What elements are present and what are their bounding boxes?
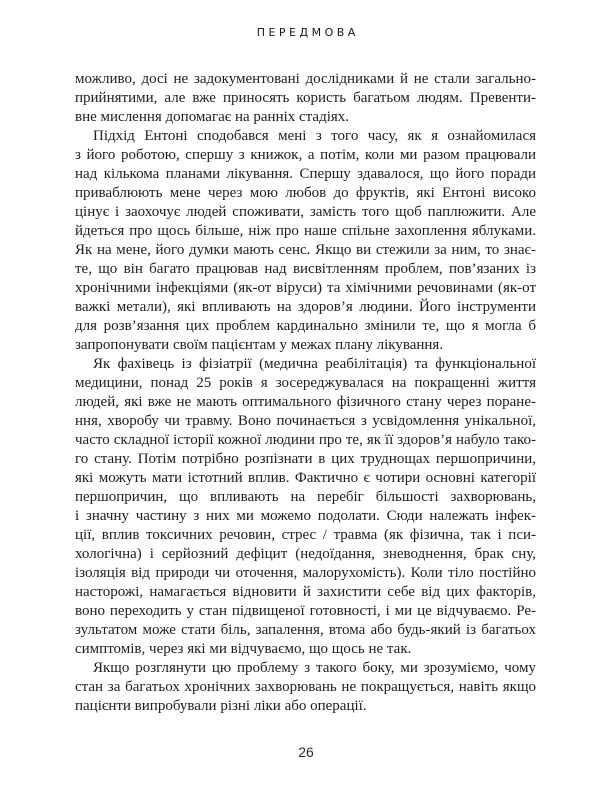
page-number: 26 <box>298 744 314 760</box>
chapter-header: ПЕРЕДМОВА <box>256 26 359 39</box>
text-line: прийнятими, але вже приносять користь багатьом людям. Превенти- <box>75 90 536 106</box>
text-line: хологічна) і серйозний дефіцит (недоїдання, зневоднення, брак сну, <box>75 546 536 562</box>
text-line: Як на мене, його думки мають сенс. Якщо ви стежили за ним, то знає- <box>75 242 536 258</box>
text-line: хронічними інфекціями (як-от віруси) та хімічними речовинами (як-от <box>75 280 536 296</box>
text-line: Підхід Ентоні сподобався мені з того часу, як я ознайомилася <box>93 128 536 144</box>
text-line: для розв’язання цих проблем кардинально змінили те, що я могла б <box>75 318 536 334</box>
text-line: го стану. Потім потрібно розпізнати в цих труднощах першопричини, <box>75 451 536 467</box>
text-line: йдеться про щось більше, ніж про наше спільне захоплення яблуками. <box>75 223 536 239</box>
text-line: людей, які вже не мають оптимального фізичного стану через поране- <box>75 394 536 410</box>
text-line: над кількома планами лікування. Спершу здавалося, що його поради <box>75 166 536 182</box>
text-line: запропонувати своїм пацієнтам у межах плану лікування. <box>75 337 444 353</box>
text-line: те, що він багато працював над висвітленням проблем, пов’язаних із <box>75 261 536 277</box>
text-line: ння, хворобу чи травму. Воно починається з усвідомлення унікальної, <box>75 413 536 429</box>
text-line: ції, вплив токсичних речовин, стрес / травма (як фізична, так і пси- <box>75 527 536 543</box>
text-line: першопричин, що впливають на перебіг більшості захворювань, <box>75 489 536 505</box>
text-line: вне мислення допомагає на ранніх стадіях. <box>75 109 350 125</box>
text-line: часто складної історії кожної людини про те, як її здоров’я набуло тако- <box>75 432 536 448</box>
text-line: стан за багатьох хронічних захворювань не покращується, навіть якщо <box>75 679 536 695</box>
text-line: з його роботою, спершу з книжок, а потім, коли ми разом працювали <box>75 147 536 163</box>
text-line: можливо, досі не задокументовані дослідниками й не стали загально- <box>75 71 536 87</box>
text-line: зультатом може стати біль, запалення, втома або будь-який із багатьох <box>75 622 536 638</box>
text-line: медицини, понад 25 років я зосереджувалася на покращенні життя <box>75 375 536 391</box>
text-line: цінує і заохочує людей споживати, замість того щоб паплюжити. Але <box>75 204 536 220</box>
text-line: симптомів, через які ми відчуваємо, що щось не так. <box>75 641 412 657</box>
text-line: насторожі, намагається відновити й захистити себе від цих факторів, <box>75 584 536 600</box>
text-line: ізоляція від природи чи оточення, малорухомість). Коли тіло постійно <box>75 565 536 581</box>
text-line: які можуть мати істотний вплив. Фактично є чотири основні категорії <box>75 470 536 486</box>
body-text <box>75 70 536 716</box>
text-line: важкі метали), які впливають на здоров’я людини. Його інструменти <box>75 299 536 315</box>
text-line: Якщо розглянути цю проблему з такого боку, ми зрозуміємо, чому <box>93 660 536 676</box>
text-line: Як фахівець із фізіатрії (медична реабілітація) та функціональної <box>93 356 536 372</box>
text-line: приваблюють мене через мою любов до фруктів, які Ентоні високо <box>75 185 536 201</box>
text-line: воно переходить у стан підвищеної готовності, і ми це відчуваємо. Ре- <box>75 603 536 619</box>
text-line: і значну частину з них ми можемо подолати. Сюди належать інфек- <box>75 508 536 524</box>
text-line: пацієнти випробували різні ліки або операції. <box>75 698 367 714</box>
